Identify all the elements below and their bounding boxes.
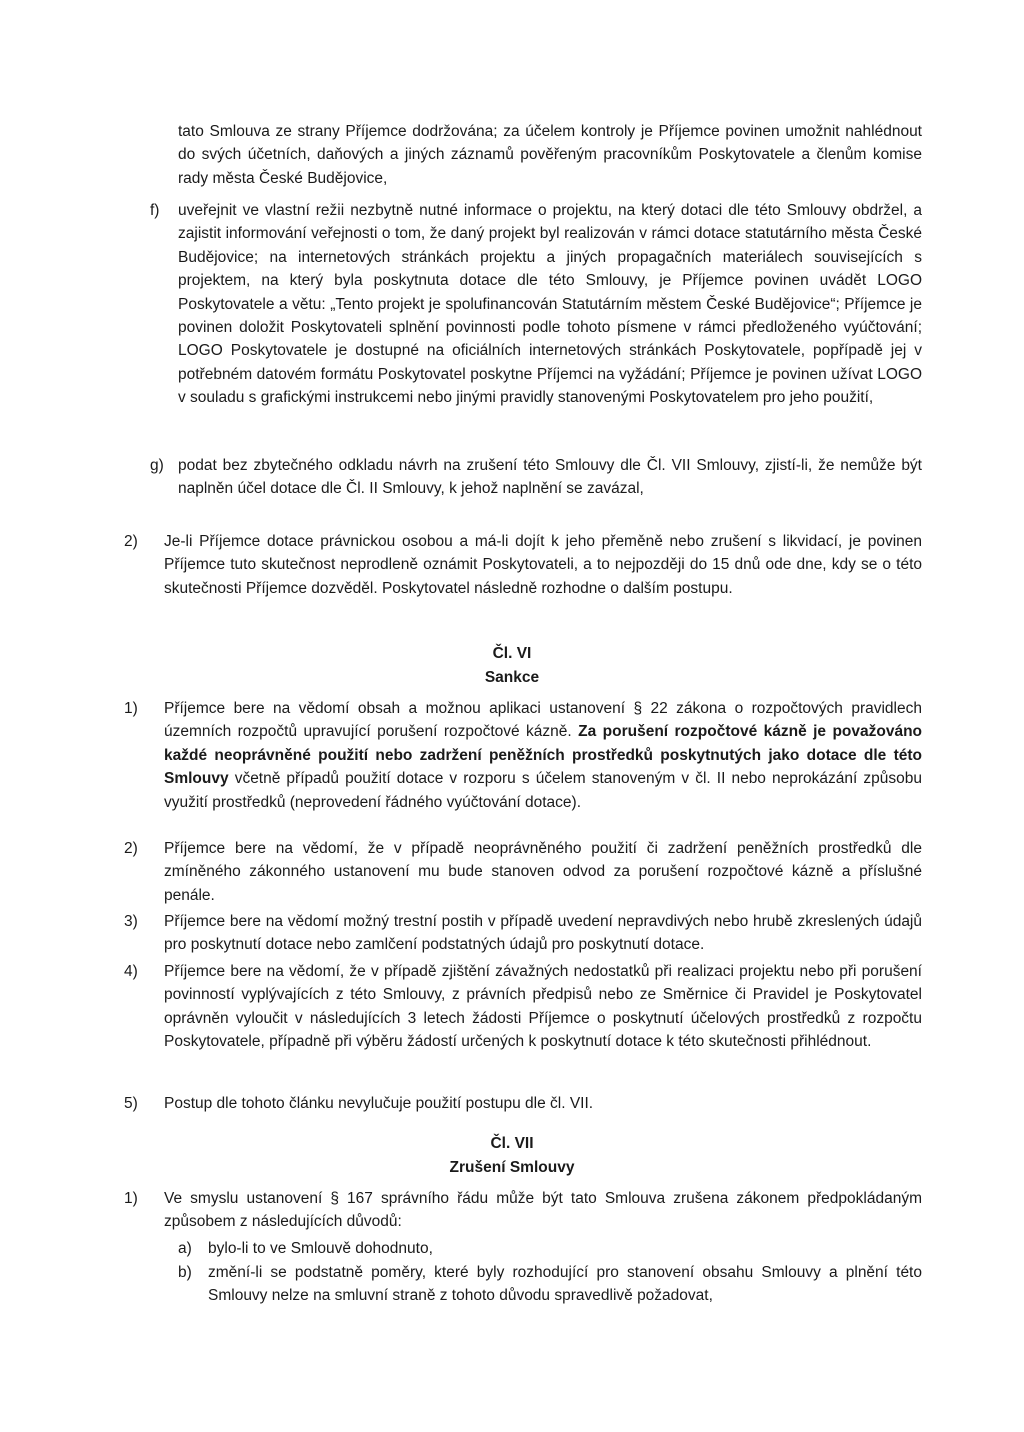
- point-2-text: Je-li Příjemce dotace právnickou osobou a má-li dojít k jeho přeměně nebo zrušení s likvidací, je povinen Příjemce tuto skutečnost neprodleně oznámit Poskytovateli, a to nejpozději do 15 dnů ode dne, kdy se o této skutečnosti Příjemce dozvěděl. Poskytovatel následně rozhodne o dalším postupu.: [164, 533, 922, 597]
- sankce-4-text: Příjemce bere na vědomí, že v případě zjištění závažných nedostatků při realizaci projektu nebo při porušení povinností vyplývajících z této Smlouvy, z právních předpisů nebo ze Směrnice či Pravidel je Poskytovatel oprávněn vyloučit v následujících 3 letech žádosti Příjemce o poskytnutí účelových prostředků z rozpočtu Poskytovatele, případně při výběru žádostí určených k poskytnutí dotace k této skutečnosti přihlédnout.: [164, 963, 922, 1051]
- item-g-text: podat bez zbytečného odkladu návrh na zrušení této Smlouvy dle Čl. VII Smlouvy, zjistí-li, že nemůže být naplněn účel dotace dle Čl. II Smlouvy, k jehož naplnění se zavázal,: [178, 457, 922, 498]
- sankce-5-marker: 5): [124, 1095, 138, 1112]
- sankce-3-marker: 3): [124, 913, 138, 930]
- section-vii-title: Zrušení Smlouvy: [449, 1159, 575, 1176]
- item-g-marker: g): [150, 457, 164, 474]
- subitem-a-text: bylo-li to ve Smlouvě dohodnuto,: [208, 1240, 433, 1257]
- section-vi-title: Sankce: [484, 669, 540, 686]
- zruseni-1-marker: 1): [124, 1190, 138, 1207]
- sankce-3-text: Příjemce bere na vědomí možný trestní postih v případě uvedení nepravdivých nebo hrubě zkreslených údajů pro poskytnutí dotace nebo zamlčení podstatných údajů pro poskytnutí dotace.: [164, 913, 922, 954]
- sankce-1-text: [164, 697, 922, 814]
- sankce-1-text-after: včetně případů použití dotace v rozporu s účelem stanoveným v čl. II nebo neprokázání způsobu využití prostředků (neprovedení řádného vyúčtování dotace).: [164, 770, 922, 811]
- sankce-2-text: Příjemce bere na vědomí, že v případě neoprávněného použití či zadržení peněžních prostředků dle zmíněného zákonného ustanovení mu bude stanoven odvod za porušení rozpočtové kázně a příslušné penále.: [164, 840, 922, 904]
- sankce-2-marker: 2): [124, 840, 138, 857]
- section-vi-number: Čl. VI: [492, 645, 532, 662]
- section-vii-number: Čl. VII: [490, 1135, 534, 1152]
- subitem-a-marker: a): [178, 1240, 192, 1257]
- subitem-b-text: změní-li se podstatně poměry, které byly rozhodující pro stanovení obsahu Smlouvy a plnění této Smlouvy nelze na smluvní straně z tohoto důvodu spravedlivě požadovat,: [208, 1264, 922, 1305]
- sankce-1-marker: 1): [124, 700, 138, 717]
- item-f-text: uveřejnit ve vlastní režii nezbytně nutné informace o projektu, na který dotaci dle této Smlouvy obdržel, a zajistit informování veřejnosti o tom, že daný projekt byl realizován v rámci dotace statutárního města České Budějovice; na internetových stránkách projektu a jiných propagačních materiálech souvisejících s projektem, na který byla poskytnuta dotace dle této Smlouvy, je Příjemce povinen uvádět LOGO Poskytovatele a větu: „Tento projekt je spolufinancován Statutárním městem České Budějovice“; Příjemce je povinen doložit Poskytovateli splnění povinnosti podle tohoto písmene v rámci předloženého vyúčtování; LOGO Poskytovatele je dostupné na oficiálních internetových stránkách Poskytovatele, popřípadě jej v potřebném datovém formátu Poskytovatel poskytne Příjemci na vyžádání; Příjemce je povinen užívat LOGO v souladu s grafickými instrukcemi nebo jinými pravidly stanovenými Poskytovatelem pro jeho použití,: [178, 202, 922, 407]
- point-2-marker: 2): [124, 533, 138, 550]
- sankce-4-marker: 4): [124, 963, 138, 980]
- item-f-marker: f): [150, 202, 160, 219]
- sankce-5-text: Postup dle tohoto článku nevylučuje použití postupu dle čl. VII.: [164, 1095, 594, 1112]
- zruseni-1-text: Ve smyslu ustanovení § 167 správního řádu může být tato Smlouva zrušena zákonem předpokládaným způsobem z následujících důvodů:: [164, 1190, 922, 1231]
- intro-tail-paragraph: tato Smlouva ze strany Příjemce dodržována; za účelem kontroly je Příjemce povinen umožnit nahlédnout do svých účetních, daňových a jiných záznamů pověřeným pracovníkům Poskytovatele a členům komise rady města České Budějovice,: [178, 123, 922, 187]
- subitem-b-marker: b): [178, 1264, 192, 1281]
- sankce-1-text-bold: Za porušení rozpočtové kázně je považováno každé neoprávněné použití nebo zadržení peněžních prostředků poskytnutých jako dotace dle této Smlouvy: [164, 723, 923, 788]
- sankce-1-text-before: Příjemce bere na vědomí obsah a možnou aplikaci ustanovení § 22 zákona o rozpočtových pravidlech územních rozpočtů upravující porušení rozpočtové kázně.: [164, 700, 922, 741]
